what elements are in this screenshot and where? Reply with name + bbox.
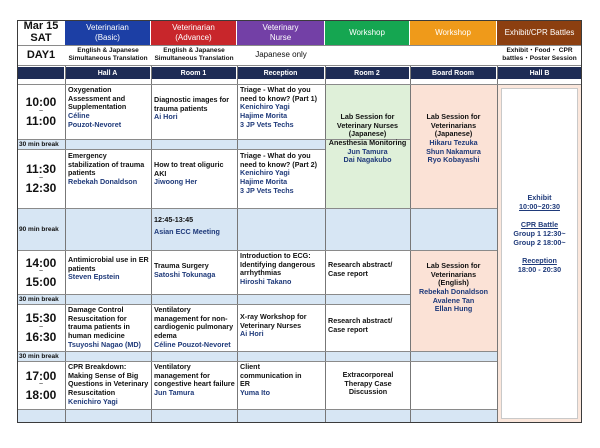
session-3-nurse bbox=[238, 251, 325, 294]
lab-vets-jp-speaker-2: Shun Nakamura bbox=[426, 146, 481, 156]
time-slot-3-sep: ~ bbox=[38, 268, 44, 276]
lang-advance-line1: English & Japanese bbox=[163, 47, 225, 55]
track-header-exhibit-label: Exhibit/CPR Battles bbox=[504, 27, 575, 37]
break-1: 30 min break bbox=[17, 139, 325, 149]
session-5-basic-title: CPR Breakdown: Making Sense of Big Questions in Veterinary Resuscitation bbox=[68, 362, 149, 397]
lab-vets-jp-title-1: Lab Session for bbox=[426, 112, 481, 121]
session-5-basic-speaker: Kenichiro Yagi bbox=[68, 396, 118, 406]
lunch-meeting-time: 12:45-13:45 bbox=[154, 215, 194, 224]
session-4-nurse-speaker: Ai Hori bbox=[240, 329, 264, 339]
session-4-workshop-title: Research abstract/ Case report bbox=[328, 316, 393, 334]
cpr-group-1: Group 1 12:30~ bbox=[513, 229, 566, 238]
session-4-workshop bbox=[326, 316, 410, 346]
time-slot-5-sep: ~ bbox=[38, 381, 44, 389]
lab-nurses-title-1: Lab Session for bbox=[340, 112, 395, 121]
lab-nurses-title-4: Anesthesia Monitoring bbox=[328, 137, 407, 147]
location-room-1: Room 1 bbox=[151, 67, 237, 79]
session-2-basic-speaker: Rebekah Donaldson bbox=[68, 176, 138, 186]
session-4-basic-title: Damage Control Resuscitation for trauma patients in human medicine bbox=[68, 305, 130, 340]
time-slot-5-start: 17:00 bbox=[25, 368, 57, 383]
session-2-basic-title: Emergency stabilization of trauma patients bbox=[68, 151, 145, 178]
break-4: 30 min break bbox=[17, 351, 410, 361]
track-header-advance-label: Veterinarian (Advance) bbox=[172, 23, 215, 42]
session-5-nurse-title: Client communication in ER bbox=[240, 362, 302, 389]
track-header-nurse-label: Veterinary Nurse bbox=[262, 23, 299, 42]
session-2-advance-speaker: Jiwoong Her bbox=[154, 177, 198, 187]
track-header-workshop-2-label: Workshop bbox=[435, 27, 471, 37]
lab-vets-en-title-1: Lab Session for bbox=[426, 261, 481, 270]
session-3-advance-speaker: Satoshi Tokunaga bbox=[154, 269, 216, 279]
location-board-room: Board Room bbox=[410, 67, 497, 79]
session-2-nurse bbox=[238, 151, 325, 208]
session-4-basic-speaker: Tsuyoshi Nagao (MD) bbox=[68, 339, 141, 349]
session-1-nurse-speaker-3: 3 JP Vets Techs bbox=[240, 119, 294, 129]
time-slot-4-end: 16:30 bbox=[25, 330, 57, 345]
lunch-meeting-title: Asian ECC Meeting bbox=[154, 226, 220, 236]
time-slot-2 bbox=[17, 150, 65, 208]
lab-nurses bbox=[325, 112, 410, 192]
session-3-nurse-title: Introduction to ECG: Identifying dangerous arrhythmias bbox=[240, 251, 316, 278]
session-4-advance-title: Ventilatory management for non-cardiogenic pulmonary edema bbox=[154, 305, 234, 340]
session-4-basic bbox=[66, 305, 151, 351]
session-2-nurse-speaker-1: Kenichiro Yagi bbox=[240, 168, 290, 178]
session-1-advance bbox=[152, 95, 237, 139]
lab-nurses-title-2: Veterinary Nurses bbox=[336, 120, 399, 130]
track-header-basic-label: Veterinarian (Basic) bbox=[86, 23, 129, 42]
time-slot-1-start: 10:00 bbox=[25, 95, 57, 110]
break-3: 30 min break bbox=[17, 294, 410, 304]
lang-exhibit-line1: Exhibit・Food・ CPR bbox=[506, 47, 573, 55]
break-2: 90 min break bbox=[17, 208, 497, 250]
location-room-2: Room 2 bbox=[325, 67, 410, 79]
session-3-basic-speaker: Steven Epstein bbox=[68, 272, 120, 282]
session-5-advance-speaker: Jun Tamura bbox=[154, 387, 195, 397]
lab-nurses-speaker-2: Dai Nagakubo bbox=[343, 155, 392, 165]
lab-vets-jp-speaker-3: Ryo Kobayashi bbox=[427, 155, 480, 165]
time-slot-3 bbox=[17, 251, 65, 294]
session-1-basic bbox=[66, 85, 151, 139]
lab-vets-jp-title-3: (Japanese) bbox=[434, 129, 473, 139]
lang-advance-line2: Simultaneous Translation bbox=[154, 55, 234, 62]
lab-vets-jp-title-2: Veterinarians bbox=[430, 120, 477, 130]
session-5-nurse-speaker: Yuma Ito bbox=[240, 387, 270, 397]
session-3-basic-title: Antimicrobial use in ER patients bbox=[68, 255, 149, 273]
session-2-nurse-speaker-3: 3 JP Vets Techs bbox=[240, 185, 294, 195]
session-2-advance-title: How to treat oliguric AKI bbox=[154, 160, 224, 178]
session-5-advance-title: Ventilatory management for congestive heart failure bbox=[154, 362, 235, 389]
cpr-label: CPR Battle bbox=[520, 220, 559, 229]
session-1-nurse bbox=[238, 85, 325, 139]
lang-basic-line2: Simultaneous Translation bbox=[68, 55, 148, 62]
time-slot-5 bbox=[17, 362, 65, 409]
time-slot-2-sep: ~ bbox=[38, 174, 44, 182]
session-3-advance bbox=[152, 261, 237, 294]
time-slot-2-end: 12:30 bbox=[25, 181, 57, 196]
time-slot-4-start: 15:30 bbox=[25, 311, 57, 326]
lab-vets-en-title-2: Veterinarians bbox=[430, 269, 477, 279]
session-1-nurse-speaker-2: Hajime Morita bbox=[240, 110, 288, 120]
lang-basic-line1: English & Japanese bbox=[77, 47, 139, 55]
lab-vets-en-speaker-2: Avalene Tan bbox=[432, 295, 475, 305]
session-2-advance bbox=[152, 160, 237, 208]
lab-nurses-speaker-1: Jun Tamura bbox=[347, 146, 388, 156]
exhibit-label: Exhibit bbox=[527, 193, 552, 202]
session-1-nurse-speaker-1: Kenichiro Yagi bbox=[240, 102, 290, 112]
session-1-basic-speaker-2: Pouzot-Nevoret bbox=[68, 119, 122, 129]
lab-vets-en-speaker-1: Rebekah Donaldson bbox=[418, 286, 489, 296]
lab-vets-jp-speaker-1: Hikaru Tezuka bbox=[429, 137, 478, 147]
lab-vets-en bbox=[410, 261, 497, 341]
session-5-basic bbox=[66, 362, 151, 409]
session-5-nurse bbox=[238, 362, 308, 409]
time-slot-4 bbox=[17, 305, 65, 351]
location-hall-a: Hall A bbox=[65, 67, 151, 79]
session-4-nurse-title: X-ray Workshop for Veterinary Nurses bbox=[240, 312, 307, 330]
lab-nurses-title-3: (Japanese) bbox=[348, 129, 387, 139]
day-label: DAY1 bbox=[26, 49, 56, 61]
session-5-advance bbox=[152, 362, 237, 409]
session-1-basic-title: Oxygenation Assessment and Supplementation bbox=[68, 85, 127, 112]
exhibit-info bbox=[501, 193, 578, 303]
session-4-nurse bbox=[238, 312, 325, 351]
time-slot-3-start: 14:00 bbox=[25, 255, 57, 270]
lang-exhibit-line2: battles・Poster Session bbox=[502, 55, 577, 62]
session-4-advance-speaker: Céline Pouzot-Nevoret bbox=[154, 339, 231, 349]
session-3-nurse-speaker: Hiroshi Takano bbox=[240, 276, 292, 286]
time-slot-1-end: 11:00 bbox=[25, 114, 57, 129]
session-2-nurse-speaker-2: Hajime Morita bbox=[240, 176, 288, 186]
date-line1: Mar 15 bbox=[23, 20, 59, 32]
time-slot-1 bbox=[17, 85, 65, 139]
session-3-workshop-title: Research abstract/ Case report bbox=[328, 260, 393, 278]
session-3-advance-title: Trauma Surgery bbox=[154, 261, 209, 270]
exhibit-spacer-2 bbox=[501, 247, 578, 256]
location-reception: Reception bbox=[237, 67, 325, 79]
session-2-basic bbox=[66, 151, 151, 208]
session-1-advance-speaker: Ai Hori bbox=[154, 112, 178, 122]
reception-time: 18:00 - 20:30 bbox=[517, 265, 562, 274]
time-slot-5-end: 18:00 bbox=[25, 387, 57, 402]
exhibit-spacer-1 bbox=[501, 211, 578, 220]
time-slot-1-sep: ~ bbox=[38, 107, 44, 115]
lab-vets-en-speaker-3: Ellan Hung bbox=[434, 304, 473, 314]
session-1-nurse-title: Triage - What do you need to know? (Part 1) bbox=[240, 85, 318, 103]
reception-label: Reception bbox=[522, 256, 557, 265]
session-5-workshop-title: Extracorporeal Therapy Case Discussion bbox=[342, 370, 394, 397]
lab-vets-en-title-3: (English) bbox=[438, 278, 469, 288]
lab-vets-jp bbox=[410, 112, 497, 192]
session-3-workshop bbox=[326, 260, 410, 290]
session-1-advance-title: Diagnostic images for trauma patients bbox=[154, 95, 230, 113]
session-3-basic bbox=[66, 255, 151, 294]
exhibit-time: 10:00~20:30 bbox=[519, 202, 560, 211]
time-slot-3-end: 15:00 bbox=[25, 274, 57, 289]
date-line2: SAT bbox=[30, 31, 52, 44]
location-hall-b: Hall B bbox=[497, 67, 582, 79]
session-5-workshop bbox=[335, 370, 401, 406]
lunch-meeting bbox=[152, 215, 237, 245]
time-slot-4-sep: ~ bbox=[38, 323, 44, 331]
time-slot-2-start: 11:30 bbox=[25, 162, 57, 177]
track-header-workshop-1-label: Workshop bbox=[349, 27, 385, 37]
session-1-basic-speaker-1: Céline bbox=[68, 110, 90, 120]
session-4-advance bbox=[152, 305, 237, 351]
lang-nurse-text: Japanese only bbox=[255, 50, 307, 60]
cpr-group-2: Group 2 18:00~ bbox=[513, 238, 566, 247]
session-2-nurse-title: Triage - What do you need to know? (Part 2) bbox=[240, 151, 318, 169]
